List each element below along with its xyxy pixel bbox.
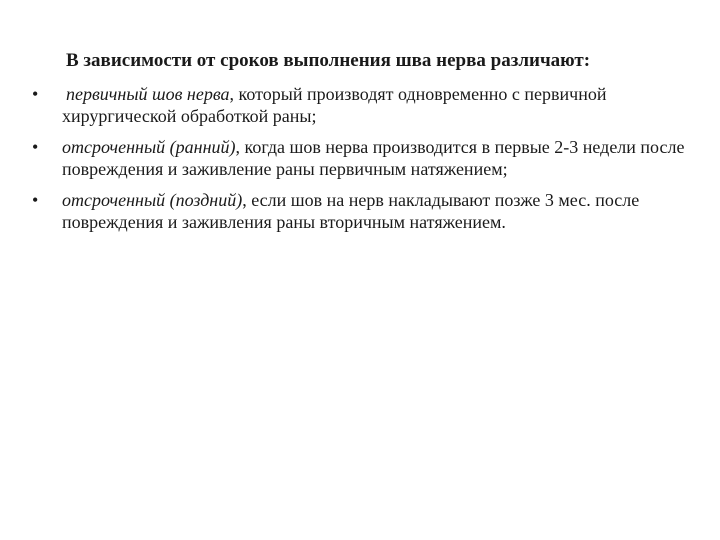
item-text: , если шов на нерв накладывают позже 3 мес. после повреждения и заживления раны вторичным натяжением. — [62, 190, 640, 232]
list-item — [26, 83, 706, 127]
slide-heading: В зависимости от сроков выполнения шва нерва различают: — [66, 50, 591, 71]
item-text: , который производят одновременно с первичной хирургической обработкой раны; — [62, 84, 607, 126]
bullet-list — [26, 83, 706, 242]
list-item — [26, 189, 706, 233]
bullet-icon: • — [32, 137, 39, 157]
item-text: , когда шов нерва производится в первые 2-3 недели после повреждения и заживление раны первичным натяжением; — [62, 137, 685, 179]
bullet-icon: • — [32, 84, 39, 104]
item-term: отсроченный (поздний) — [62, 190, 243, 210]
item-term: отсроченный (ранний) — [62, 137, 236, 157]
bullet-icon: • — [32, 190, 39, 210]
item-term: первичный шов нерва — [66, 84, 230, 104]
list-item — [26, 136, 706, 180]
